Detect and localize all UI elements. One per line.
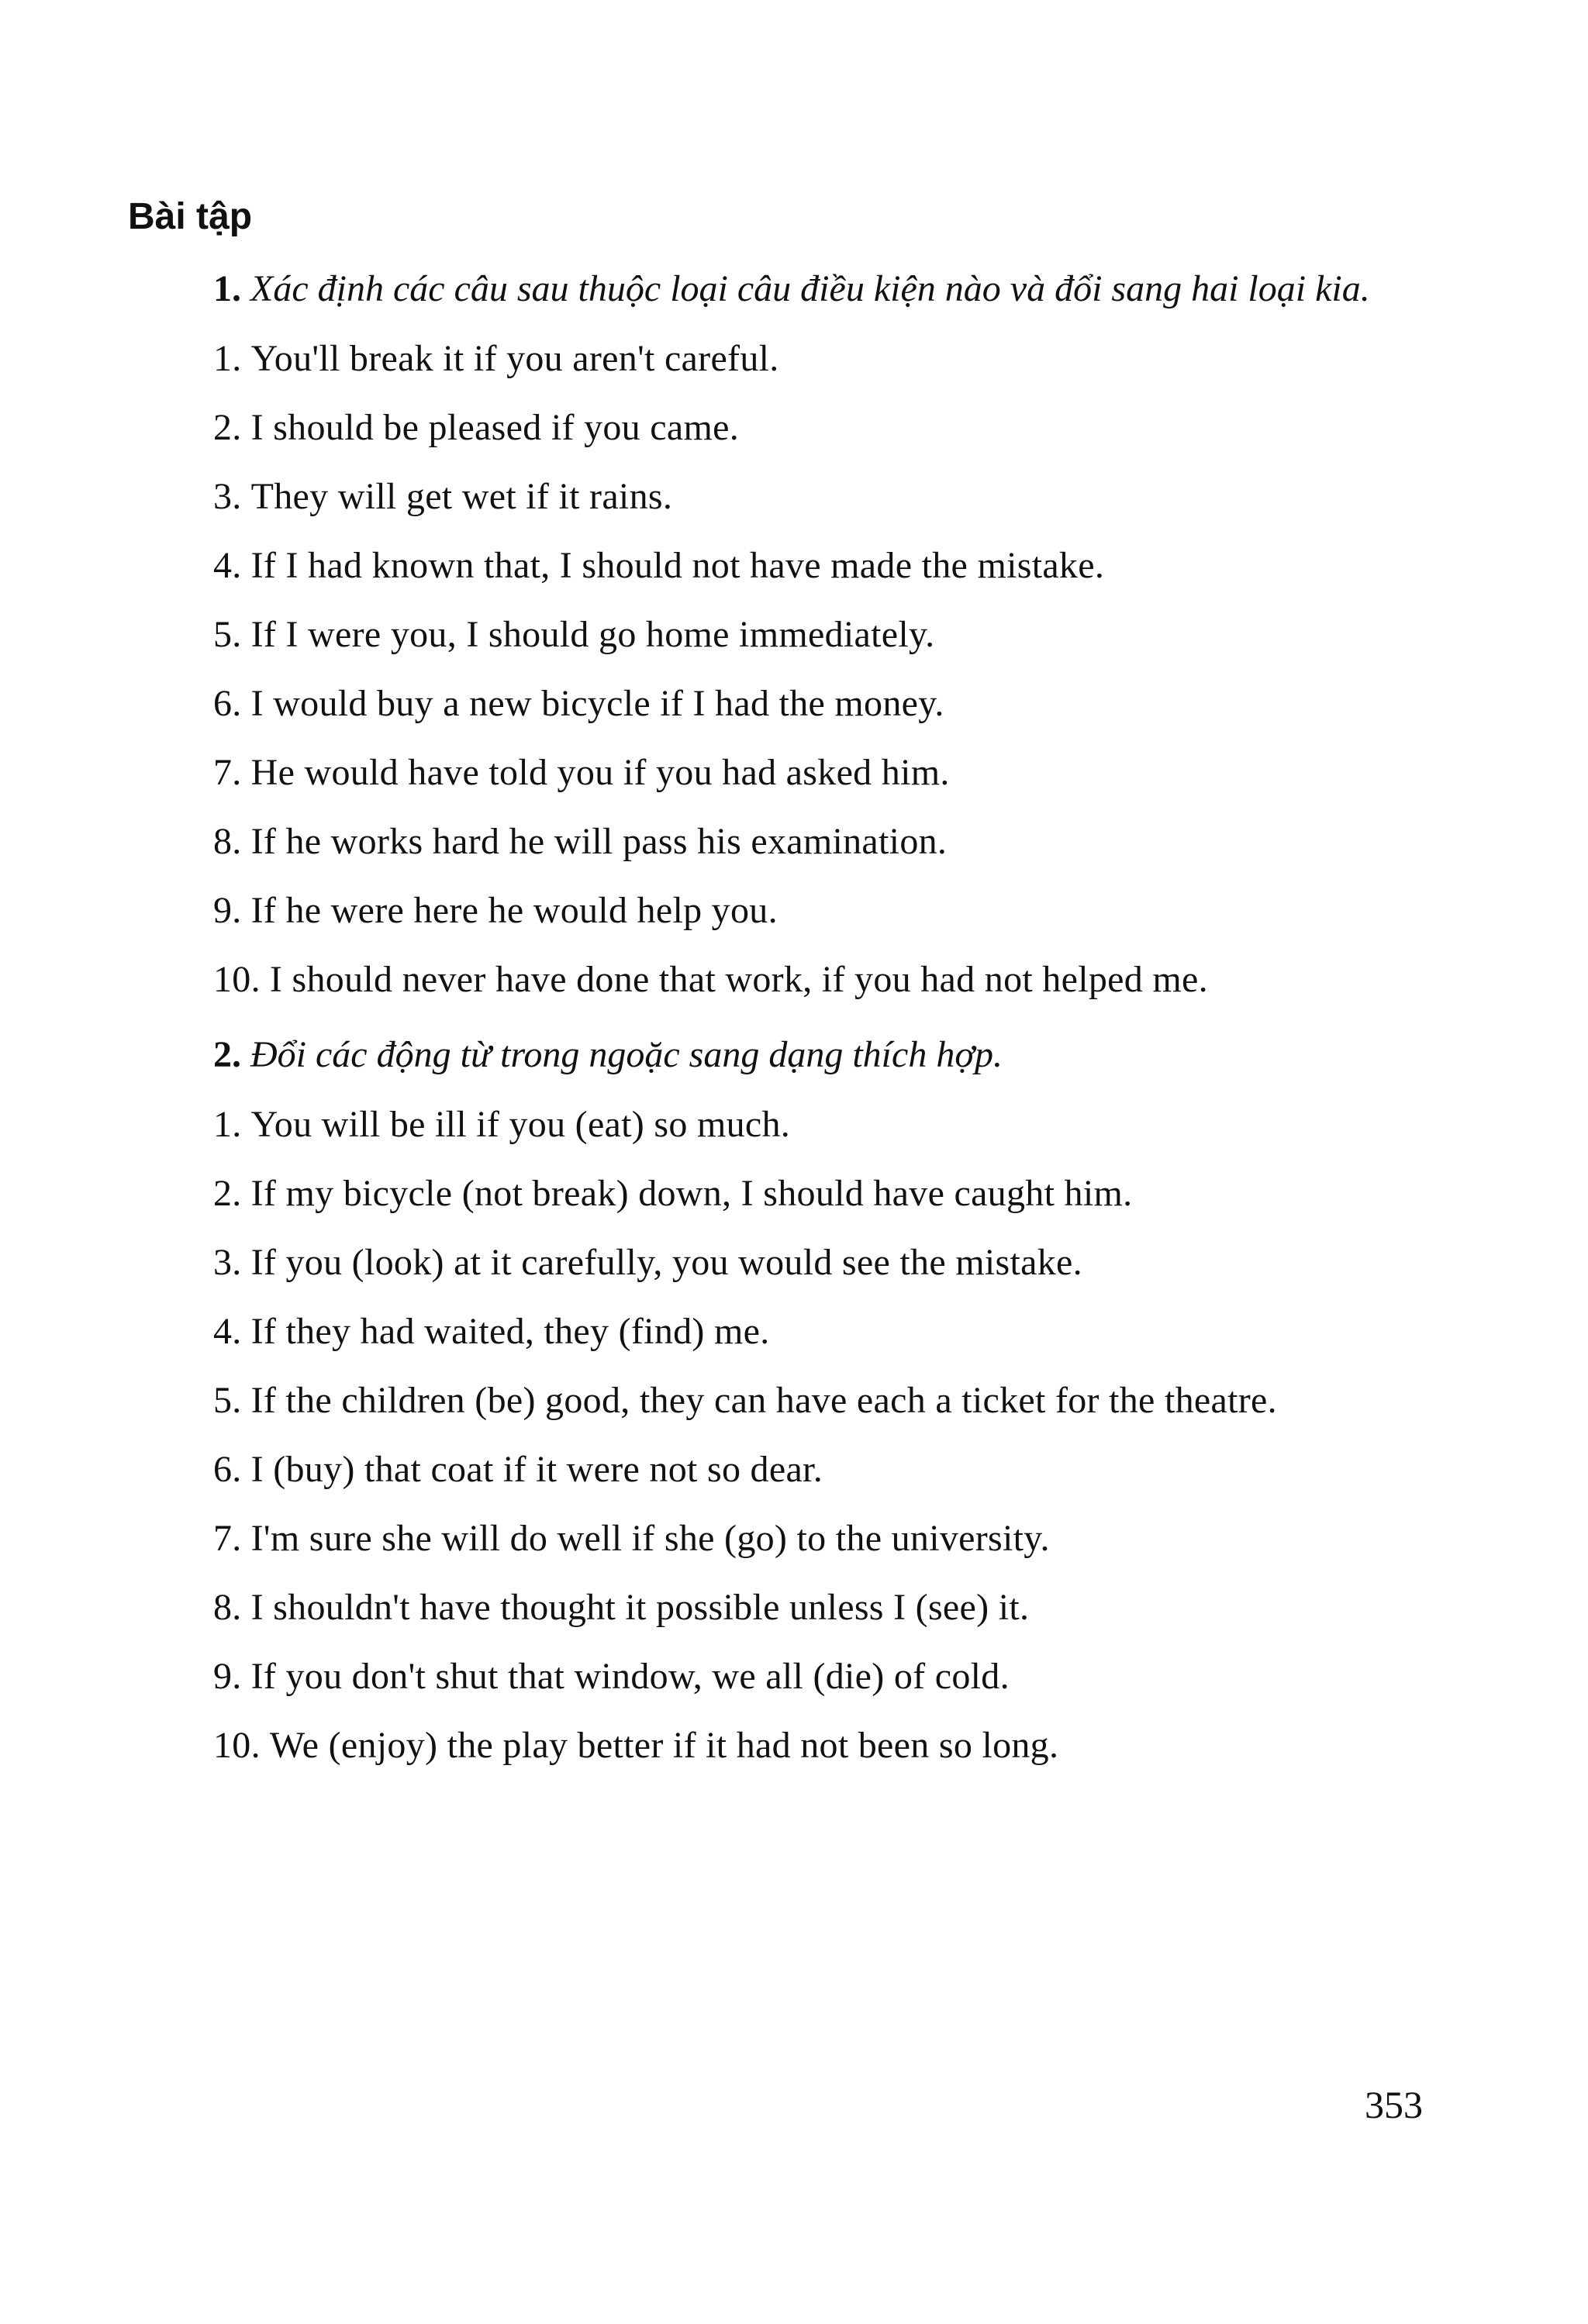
exercise-1-instruction xyxy=(128,254,1434,324)
item-text: If he works hard he will pass his examination. xyxy=(250,821,948,862)
item-text: I (buy) that coat if it were not so dear. xyxy=(250,1449,823,1490)
list-item xyxy=(128,462,1434,531)
item-text: I shouldn't have thought it possible unless I (see) it. xyxy=(250,1587,1030,1628)
item-text: You will be ill if you (eat) so much. xyxy=(250,1104,791,1145)
item-number: 9. xyxy=(213,1656,242,1697)
item-number: 5. xyxy=(213,1380,242,1421)
exercise-2-instruction-text: Đổi các động từ trong ngoặc sang dạng thích hợp. xyxy=(250,1034,1003,1075)
item-text: If I had known that, I should not have made the mistake. xyxy=(250,545,1105,586)
list-item xyxy=(128,531,1434,600)
list-item xyxy=(128,1228,1434,1297)
item-number: 4. xyxy=(213,545,242,586)
list-item xyxy=(128,1504,1434,1573)
list-item xyxy=(128,324,1434,393)
item-text: If the children (be) good, they can have each a ticket for the theatre. xyxy=(250,1380,1277,1421)
page-number: 353 xyxy=(1365,2083,1423,2126)
section-gap xyxy=(128,1014,1434,1020)
item-text: I should never have done that work, if you had not helped me. xyxy=(269,959,1208,1000)
item-number: 10. xyxy=(213,959,261,1000)
item-text: We (enjoy) the play better if it had not been so long. xyxy=(269,1725,1059,1766)
list-item xyxy=(128,1711,1434,1780)
item-text: He would have told you if you had asked him. xyxy=(250,752,950,793)
item-text: If you (look) at it carefully, you would see the mistake. xyxy=(250,1242,1082,1283)
exercise-1-number: 1. xyxy=(213,268,241,309)
item-number: 7. xyxy=(213,752,242,793)
item-number: 4. xyxy=(213,1311,242,1352)
item-number: 10. xyxy=(213,1725,261,1766)
list-item xyxy=(128,807,1434,876)
exercise-2-number: 2. xyxy=(213,1034,241,1075)
item-number: 8. xyxy=(213,1587,242,1628)
item-number: 3. xyxy=(213,1242,242,1283)
item-number: 6. xyxy=(213,683,242,724)
item-text: If they had waited, they (find) me. xyxy=(250,1311,770,1352)
item-number: 9. xyxy=(213,890,242,931)
section-heading: Bài tập xyxy=(128,196,253,237)
item-number: 1. xyxy=(213,1104,242,1145)
item-number: 5. xyxy=(213,614,242,655)
list-item xyxy=(128,1573,1434,1642)
list-item xyxy=(128,1366,1434,1435)
item-text: I would buy a new bicycle if I had the money. xyxy=(250,683,944,724)
list-item xyxy=(128,738,1434,807)
item-text: They will get wet if it rains. xyxy=(250,476,673,517)
item-text: I should be pleased if you came. xyxy=(250,407,740,448)
list-item xyxy=(128,876,1434,945)
exercise-2-list xyxy=(128,1090,1434,1780)
item-text: If you don't shut that window, we all (die) of cold. xyxy=(250,1656,1010,1697)
item-number: 6. xyxy=(213,1449,242,1490)
item-number: 1. xyxy=(213,338,242,379)
list-item xyxy=(128,669,1434,738)
item-text: If my bicycle (not break) down, I should have caught him. xyxy=(250,1173,1133,1214)
list-item xyxy=(128,1159,1434,1228)
list-item xyxy=(128,1435,1434,1504)
item-number: 2. xyxy=(213,407,242,448)
list-item xyxy=(128,600,1434,669)
list-item xyxy=(128,1297,1434,1366)
list-item xyxy=(128,1090,1434,1159)
item-text: I'm sure she will do well if she (go) to the university. xyxy=(250,1518,1050,1559)
exercise-2-instruction xyxy=(128,1020,1434,1090)
list-item xyxy=(128,1642,1434,1711)
item-number: 3. xyxy=(213,476,242,517)
list-item xyxy=(128,393,1434,462)
item-number: 7. xyxy=(213,1518,242,1559)
item-text: You'll break it if you aren't careful. xyxy=(250,338,779,379)
list-item xyxy=(128,945,1434,1014)
item-text: If he were here he would help you. xyxy=(250,890,778,931)
page-content xyxy=(128,194,1434,1780)
item-number: 2. xyxy=(213,1173,242,1214)
item-text: If I were you, I should go home immediately. xyxy=(250,614,935,655)
exercise-1-instruction-text: Xác định các câu sau thuộc loại câu điều kiện nào và đổi sang hai loại kia. xyxy=(250,268,1370,309)
item-number: 8. xyxy=(213,821,242,862)
exercise-1-list xyxy=(128,324,1434,1014)
